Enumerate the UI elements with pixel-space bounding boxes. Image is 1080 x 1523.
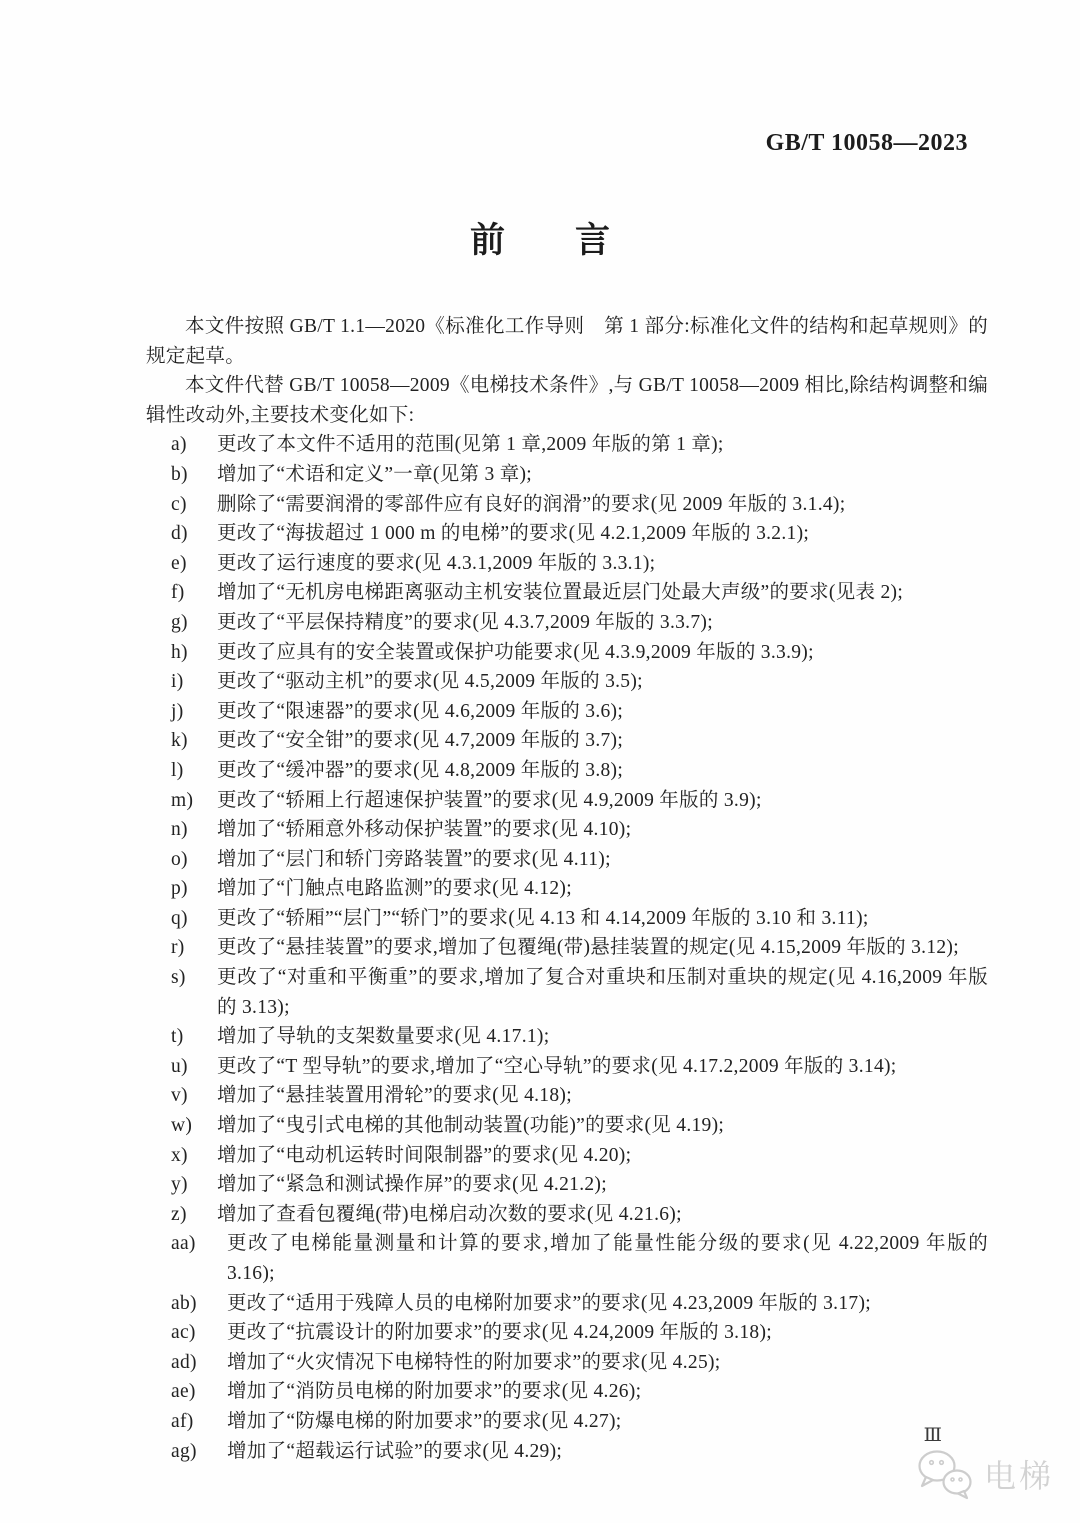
- item-label: g): [171, 611, 188, 633]
- item-label: c): [171, 493, 187, 515]
- item-text: 更改了电梯能量测量和计算的要求,增加了能量性能分级的要求(见 4.22,2009 年版的3.16);: [227, 1233, 988, 1284]
- item-label: f): [171, 582, 185, 604]
- list-item: [146, 1377, 988, 1407]
- list-item: [146, 638, 988, 668]
- list-item: [146, 1081, 988, 1111]
- item-text: 更改了本文件不适用的范围(见第 1 章,2009 年版的第 1 章);: [217, 434, 724, 456]
- item-text: 增加了“紧急和测试操作屏”的要求(见 4.21.2);: [217, 1174, 607, 1196]
- page-title: 前 言: [469, 221, 610, 261]
- foreword-content: [146, 312, 988, 1466]
- item-text: 更改了“适用于残障人员的电梯附加要求”的要求(见 4.23,2009 年版的 3.17);: [227, 1292, 871, 1314]
- list-item: [146, 667, 988, 697]
- item-label: s): [171, 967, 186, 989]
- list-item: [146, 430, 988, 460]
- doc-number: GB/T 10058—2023: [765, 130, 968, 156]
- watermark-text: 电梯: [983, 1457, 1054, 1495]
- item-label: u): [171, 1055, 188, 1077]
- item-label: d): [171, 523, 188, 545]
- item-label: x): [171, 1144, 188, 1166]
- watermark: [914, 1447, 1054, 1501]
- list-item: [146, 1407, 988, 1437]
- item-text: 更改了“限速器”的要求(见 4.6,2009 年版的 3.6);: [217, 700, 624, 722]
- item-label: ag): [171, 1440, 197, 1462]
- item-label: ad): [171, 1351, 197, 1373]
- item-text: 增加了“轿厢意外移动保护装置”的要求(见 4.10);: [217, 819, 632, 841]
- item-label: l): [171, 759, 184, 781]
- item-text: 增加了“术语和定义”一章(见第 3 章);: [217, 463, 533, 485]
- list-item: [146, 460, 988, 490]
- list-item: [146, 756, 988, 786]
- item-text: 更改了“平层保持精度”的要求(见 4.3.7,2009 年版的 3.3.7);: [217, 611, 713, 633]
- list-item: [146, 726, 988, 756]
- item-label: aa): [171, 1233, 196, 1255]
- list-item: [146, 904, 988, 934]
- item-text: 增加了“火灾情况下电梯特性的附加要求”的要求(见 4.25);: [227, 1351, 721, 1373]
- item-label: z): [171, 1203, 187, 1225]
- item-text: 更改了运行速度的要求(见 4.3.1,2009 年版的 3.3.1);: [217, 552, 656, 574]
- page-number: Ⅲ: [923, 1425, 942, 1446]
- item-label: i): [171, 671, 184, 693]
- list-item: [146, 786, 988, 816]
- item-text: 增加了“悬挂装置用滑轮”的要求(见 4.18);: [217, 1085, 572, 1107]
- wechat-icon: [914, 1447, 978, 1501]
- item-label: r): [171, 937, 185, 959]
- list-item: [146, 608, 988, 638]
- list-item: [146, 519, 988, 549]
- list-item: [146, 963, 988, 1022]
- item-label: m): [171, 789, 194, 811]
- item-label: t): [171, 1026, 184, 1048]
- item-label: h): [171, 641, 188, 663]
- item-label: n): [171, 819, 188, 841]
- item-text: 更改了“驱动主机”的要求(见 4.5,2009 年版的 3.5);: [217, 671, 643, 693]
- item-text: 增加了“消防员电梯的附加要求”的要求(见 4.26);: [227, 1381, 642, 1403]
- item-label: af): [171, 1410, 194, 1432]
- item-label: a): [171, 434, 187, 456]
- intro-paragraph-1: 本文件按照 GB/T 1.1—2020《标准化工作导则 第 1 部分:标准化文件的结构和起草规则》的规定起草。: [146, 316, 988, 367]
- item-text: 增加了“无机房电梯距离驱动主机安装位置最近层门处最大声级”的要求(见表 2);: [217, 582, 904, 604]
- item-label: v): [171, 1085, 188, 1107]
- item-text: 增加了查看包覆绳(带)电梯启动次数的要求(见 4.21.6);: [217, 1203, 682, 1225]
- change-list: [146, 430, 988, 1466]
- list-item: [146, 697, 988, 727]
- item-text: 增加了“防爆电梯的附加要求”的要求(见 4.27);: [227, 1410, 622, 1432]
- item-text: 更改了“T 型导轨”的要求,增加了“空心导轨”的要求(见 4.17.2,2009 年版的 3.14);: [217, 1055, 897, 1077]
- item-text: 更改了“对重和平衡重”的要求,增加了复合对重块和压制对重块的规定(见 4.16,2009 年版的 3.13);: [217, 967, 988, 1018]
- list-item: [146, 1229, 988, 1288]
- list-item: [146, 1022, 988, 1052]
- item-text: 更改了“缓冲器”的要求(见 4.8,2009 年版的 3.8);: [217, 759, 624, 781]
- list-item: [146, 578, 988, 608]
- item-label: e): [171, 552, 187, 574]
- item-text: 增加了“电动机运转时间限制器”的要求(见 4.20);: [217, 1144, 632, 1166]
- item-label: y): [171, 1174, 188, 1196]
- item-text: 增加了“曳引式电梯的其他制动装置(功能)”的要求(见 4.19);: [217, 1115, 725, 1137]
- list-item: [146, 815, 988, 845]
- item-text: 增加了导轨的支架数量要求(见 4.17.1);: [217, 1026, 550, 1048]
- intro-paragraph-2: 本文件代替 GB/T 10058—2009《电梯技术条件》,与 GB/T 10058—2009 相比,除结构调整和编辑性改动外,主要技术变化如下:: [146, 375, 988, 426]
- item-label: k): [171, 730, 188, 752]
- item-label: ab): [171, 1292, 197, 1314]
- item-text: 更改了“轿厢上行超速保护装置”的要求(见 4.9,2009 年版的 3.9);: [217, 789, 762, 811]
- item-label: ac): [171, 1322, 196, 1344]
- item-label: p): [171, 878, 188, 900]
- list-item: [146, 874, 988, 904]
- list-item: [146, 1200, 988, 1230]
- list-item: [146, 1289, 988, 1319]
- list-item: [146, 1318, 988, 1348]
- list-item: [146, 1052, 988, 1082]
- list-item: [146, 490, 988, 520]
- list-item: [146, 1437, 988, 1467]
- item-text: 增加了“层门和轿门旁路装置”的要求(见 4.11);: [217, 848, 611, 870]
- item-label: j): [171, 700, 184, 722]
- item-label: q): [171, 907, 188, 929]
- list-item: [146, 1141, 988, 1171]
- item-label: w): [171, 1115, 193, 1137]
- list-item: [146, 845, 988, 875]
- item-text: 增加了“超载运行试验”的要求(见 4.29);: [227, 1440, 563, 1462]
- item-text: 更改了“悬挂装置”的要求,增加了包覆绳(带)悬挂装置的规定(见 4.15,2009 年版的 3.12);: [217, 937, 959, 959]
- list-item: [146, 1348, 988, 1378]
- item-label: o): [171, 848, 188, 870]
- item-label: ae): [171, 1381, 196, 1403]
- item-text: 删除了“需要润滑的零部件应有良好的润滑”的要求(见 2009 年版的 3.1.4);: [217, 493, 846, 515]
- item-label: b): [171, 463, 188, 485]
- item-text: 更改了“轿厢”“层门”“轿门”的要求(见 4.13 和 4.14,2009 年版的 3.10 和 3.11);: [217, 907, 869, 929]
- list-item: [146, 1111, 988, 1141]
- list-item: [146, 549, 988, 579]
- item-text: 增加了“门触点电路监测”的要求(见 4.12);: [217, 878, 572, 900]
- item-text: 更改了“海拔超过 1 000 m 的电梯”的要求(见 4.2.1,2009 年版的 3.2.1);: [217, 523, 810, 545]
- list-item: [146, 1170, 988, 1200]
- item-text: 更改了“安全钳”的要求(见 4.7,2009 年版的 3.7);: [217, 730, 624, 752]
- item-text: 更改了“抗震设计的附加要求”的要求(见 4.24,2009 年版的 3.18);: [227, 1322, 772, 1344]
- list-item: [146, 933, 988, 963]
- item-text: 更改了应具有的安全装置或保护功能要求(见 4.3.9,2009 年版的 3.3.9);: [217, 641, 814, 663]
